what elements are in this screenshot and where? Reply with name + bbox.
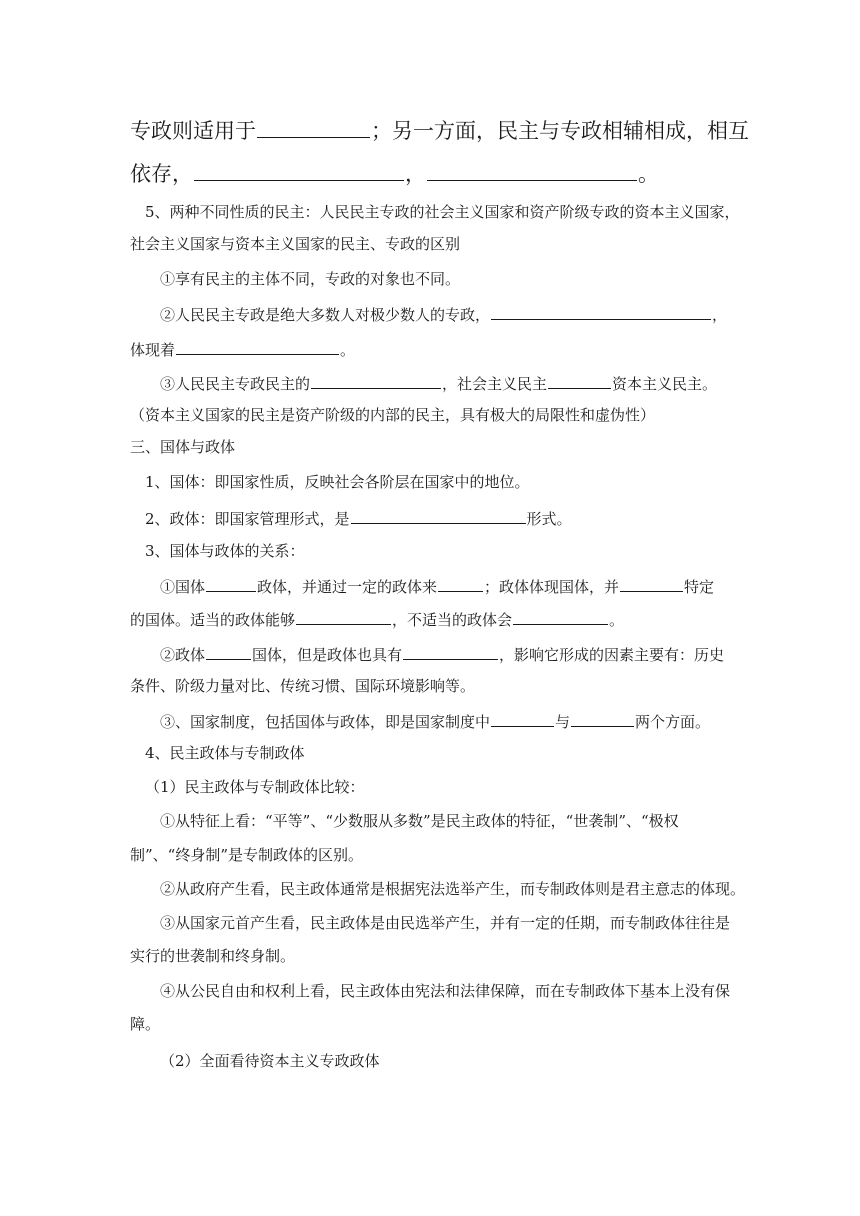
fill-in-blank	[548, 372, 611, 389]
text-segment: 5、两种不同性质的民主：人民民主专政的社会主义国家和资产阶级专政的资本主义国家，	[145, 203, 740, 221]
text-segment: 实行的世袭制和终身制。	[130, 947, 296, 965]
fill-in-blank	[491, 303, 711, 320]
text-line	[130, 845, 363, 865]
text-segment: 。	[340, 341, 356, 359]
text-line	[160, 372, 717, 394]
text-segment: 的国体。适当的政体能够	[130, 611, 296, 629]
text-segment: 两个方面。	[635, 713, 711, 731]
text-segment: 与	[555, 713, 571, 731]
fill-in-blank	[620, 575, 683, 592]
text-segment: 制”、“终身制”是专制政体的区别。	[130, 846, 364, 864]
text-segment: 特定	[684, 578, 715, 596]
fill-in-blank	[311, 372, 441, 389]
text-segment: ①从特征上看：“平等”、“少数服从多数”是民主政体的特征，“世袭制”、“极权	[160, 812, 679, 830]
fill-in-blank	[194, 158, 404, 181]
text-line	[160, 643, 724, 665]
text-segment: （1）民主政体与专制政体比较：	[145, 778, 365, 796]
text-segment: 。	[609, 611, 625, 629]
text-segment: 专政则适用于	[130, 119, 256, 143]
text-segment: 社会主义国家与资本主义国家的民主、专政的区别	[130, 235, 461, 253]
text-line	[160, 575, 714, 597]
text-segment: 体现着	[130, 341, 176, 359]
text-segment: ，	[712, 306, 728, 324]
text-line	[130, 234, 460, 254]
fill-in-blank	[206, 575, 256, 592]
text-segment: ①享有民主的主体不同，专政的对象也不同。	[160, 270, 461, 288]
fill-in-blank	[427, 158, 637, 181]
fill-in-blank	[403, 643, 498, 660]
text-segment: ③从国家元首产生看，民主政体是由民选举产生，并有一定的任期，而专制政体往往是	[160, 914, 731, 932]
text-line	[160, 913, 730, 933]
text-segment: ①国体	[160, 578, 206, 596]
text-segment: 障。	[130, 1015, 161, 1033]
text-segment: ，不适当的政体会	[392, 611, 513, 629]
text-segment: ②政体	[160, 646, 206, 664]
text-segment: 。	[638, 162, 659, 186]
text-segment: ②从政府产生看，民主政体通常是根据宪法选举产生，而专制政体则是君主意志的体现。	[160, 880, 746, 898]
fill-in-blank	[176, 338, 339, 355]
text-line	[145, 472, 530, 492]
text-line	[130, 405, 655, 425]
text-line	[145, 202, 740, 222]
text-line	[160, 269, 460, 289]
text-line	[160, 303, 727, 325]
text-segment: ③人民民主专政民主的	[160, 375, 311, 393]
text-line	[145, 777, 365, 797]
fill-in-blank	[351, 507, 526, 524]
text-segment: 依存，	[130, 162, 193, 186]
fill-in-blank	[513, 608, 608, 625]
text-line	[145, 541, 305, 561]
text-segment: 资本主义民主。	[612, 375, 718, 393]
text-segment: ，影响它形成的因素主要有：历史	[499, 646, 725, 664]
text-segment: ④从公民自由和权利上看，民主政体由宪法和法律保障，而在专制政体下基本上没有保	[160, 982, 731, 1000]
text-line	[130, 1014, 160, 1034]
section-heading	[145, 743, 305, 763]
text-segment: 政体，并通过一定的政体来	[257, 578, 438, 596]
fill-in-blank	[571, 710, 634, 727]
section-heading	[130, 437, 235, 457]
text-segment: 条件、阶级力量对比、传统习惯、国际环境影响等。	[130, 677, 476, 695]
text-line	[130, 676, 475, 696]
text-segment: ；另一方面，民主与专政相辅相成，相互	[371, 119, 749, 143]
text-segment: 1、国体：即国家性质，反映社会各阶层在国家中的地位。	[145, 473, 530, 491]
text-line	[160, 879, 745, 899]
text-segment: 国体，但是政体也具有	[252, 646, 403, 664]
text-segment: ，社会主义民主	[442, 375, 548, 393]
text-segment: 2、政体：即国家管理形式，是	[145, 510, 350, 528]
text-segment: 形式。	[526, 510, 572, 528]
text-line	[130, 115, 749, 145]
text-line	[160, 981, 730, 1001]
fill-in-blank	[491, 710, 554, 727]
text-segment: ，	[405, 162, 426, 186]
text-line	[130, 338, 355, 360]
text-segment: ；政体体现国体，并	[484, 578, 620, 596]
text-line	[160, 811, 679, 831]
fill-in-blank	[257, 115, 370, 138]
text-line	[130, 158, 659, 188]
text-segment: （资本主义国家的民主是资产阶级的内部的民主，具有极大的局限性和虚伪性）	[130, 406, 656, 424]
text-line	[145, 507, 572, 529]
text-segment: 3、国体与政体的关系：	[145, 542, 305, 560]
text-line	[130, 946, 295, 966]
text-segment: 三、国体与政体	[130, 438, 236, 456]
fill-in-blank	[438, 575, 483, 592]
text-segment: （2）全面看待资本主义专政政体	[160, 1052, 380, 1070]
fill-in-blank	[206, 643, 251, 660]
text-line	[160, 710, 710, 732]
text-segment: ②人民民主专政是绝大多数人对极少数人的专政，	[160, 306, 491, 324]
text-line	[160, 1051, 380, 1071]
text-segment: ③、国家制度，包括国体与政体，即是国家制度中	[160, 713, 491, 731]
fill-in-blank	[296, 608, 391, 625]
text-segment: 4、民主政体与专制政体	[145, 744, 305, 762]
text-line	[130, 608, 624, 630]
